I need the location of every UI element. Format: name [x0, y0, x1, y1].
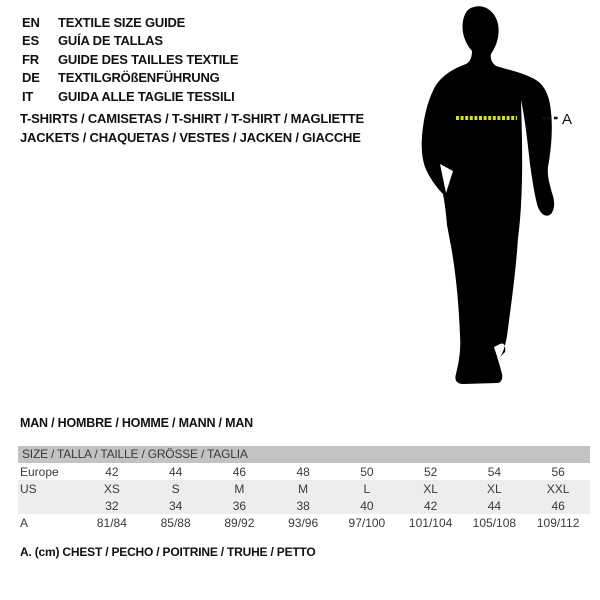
size-cell: 42 — [423, 498, 438, 513]
size-cell: XL — [423, 481, 438, 496]
language-label: TEXTILGRÖßENFÜHRUNG — [58, 70, 220, 86]
size-cell: 38 — [296, 498, 310, 513]
size-cell: 50 — [360, 464, 374, 479]
size-cell: XL — [487, 481, 502, 496]
size-cell: 42 — [105, 464, 119, 479]
size-table — [18, 446, 590, 531]
size-cell: 54 — [487, 464, 502, 479]
language-list — [22, 13, 238, 106]
language-row — [22, 69, 238, 88]
category-jackets: JACKETS / CHAQUETAS / VESTES / JACKEN / GIACCHE — [20, 130, 361, 145]
table-row-us — [18, 480, 590, 497]
language-row — [22, 50, 238, 69]
size-cell: 85/88 — [160, 515, 191, 530]
size-cell: XXL — [546, 481, 570, 496]
language-code: ES — [22, 33, 39, 49]
size-cell: S — [171, 481, 180, 496]
language-label: TEXTILE SIZE GUIDE — [58, 14, 186, 30]
size-cell: 44 — [168, 464, 183, 479]
language-label: GUIDA ALLE TAGLIE TESSILI — [58, 88, 235, 104]
language-row — [22, 87, 238, 106]
size-cell: 46 — [551, 498, 565, 513]
size-cell: 56 — [551, 464, 565, 479]
man-silhouette — [422, 6, 554, 384]
row-label: Europe — [20, 464, 59, 479]
section-title-man: MAN / HOMBRE / HOMME / MANN / MAN — [20, 416, 253, 430]
language-label: GUIDE DES TAILLES TEXTILE — [58, 51, 239, 67]
measurement-note: A. (cm) CHEST / PECHO / POITRINE / TRUHE / PETTO — [20, 545, 316, 559]
language-code: IT — [22, 88, 34, 104]
language-row — [22, 32, 238, 51]
row-label: US — [20, 481, 37, 496]
language-code: DE — [22, 70, 40, 86]
size-cell: 52 — [423, 464, 438, 479]
measurement-label-a: A — [562, 111, 573, 128]
garment-categories — [20, 109, 364, 147]
size-cell: 32 — [105, 498, 119, 513]
size-cell: 105/108 — [472, 515, 517, 530]
size-cell: 89/92 — [224, 515, 255, 530]
category-tshirts: T-SHIRTS / CAMISETAS / T-SHIRT / T-SHIRT / MAGLIETTE — [20, 111, 364, 126]
size-cell: 36 — [232, 498, 247, 513]
size-cell: 48 — [296, 464, 310, 479]
man-figure — [395, 0, 590, 400]
table-row-europe — [18, 463, 590, 480]
size-cell: 40 — [360, 498, 374, 513]
size-cell: 46 — [232, 464, 247, 479]
size-cell: M — [234, 481, 245, 496]
table-row-chest — [18, 514, 590, 531]
size-cell: L — [363, 481, 371, 496]
size-cell: 44 — [487, 498, 502, 513]
size-cell: 93/96 — [288, 515, 319, 530]
language-code: EN — [22, 14, 40, 30]
size-cell: XS — [103, 481, 120, 496]
size-cell: M — [298, 481, 309, 496]
language-code: FR — [22, 51, 39, 67]
row-label: A — [20, 515, 29, 530]
table-row-numeric — [18, 497, 590, 514]
size-cell: 97/100 — [348, 515, 386, 530]
size-table-header: SIZE / TALLA / TAILLE / GRÖSSE / TAGLIA — [18, 446, 590, 463]
size-cell: 109/112 — [536, 515, 580, 530]
language-row — [22, 13, 238, 32]
size-cell: 81/84 — [96, 515, 127, 530]
size-cell: 101/104 — [408, 515, 453, 530]
language-label: GUÍA DE TALLAS — [58, 33, 163, 49]
size-cell: 34 — [168, 498, 183, 513]
